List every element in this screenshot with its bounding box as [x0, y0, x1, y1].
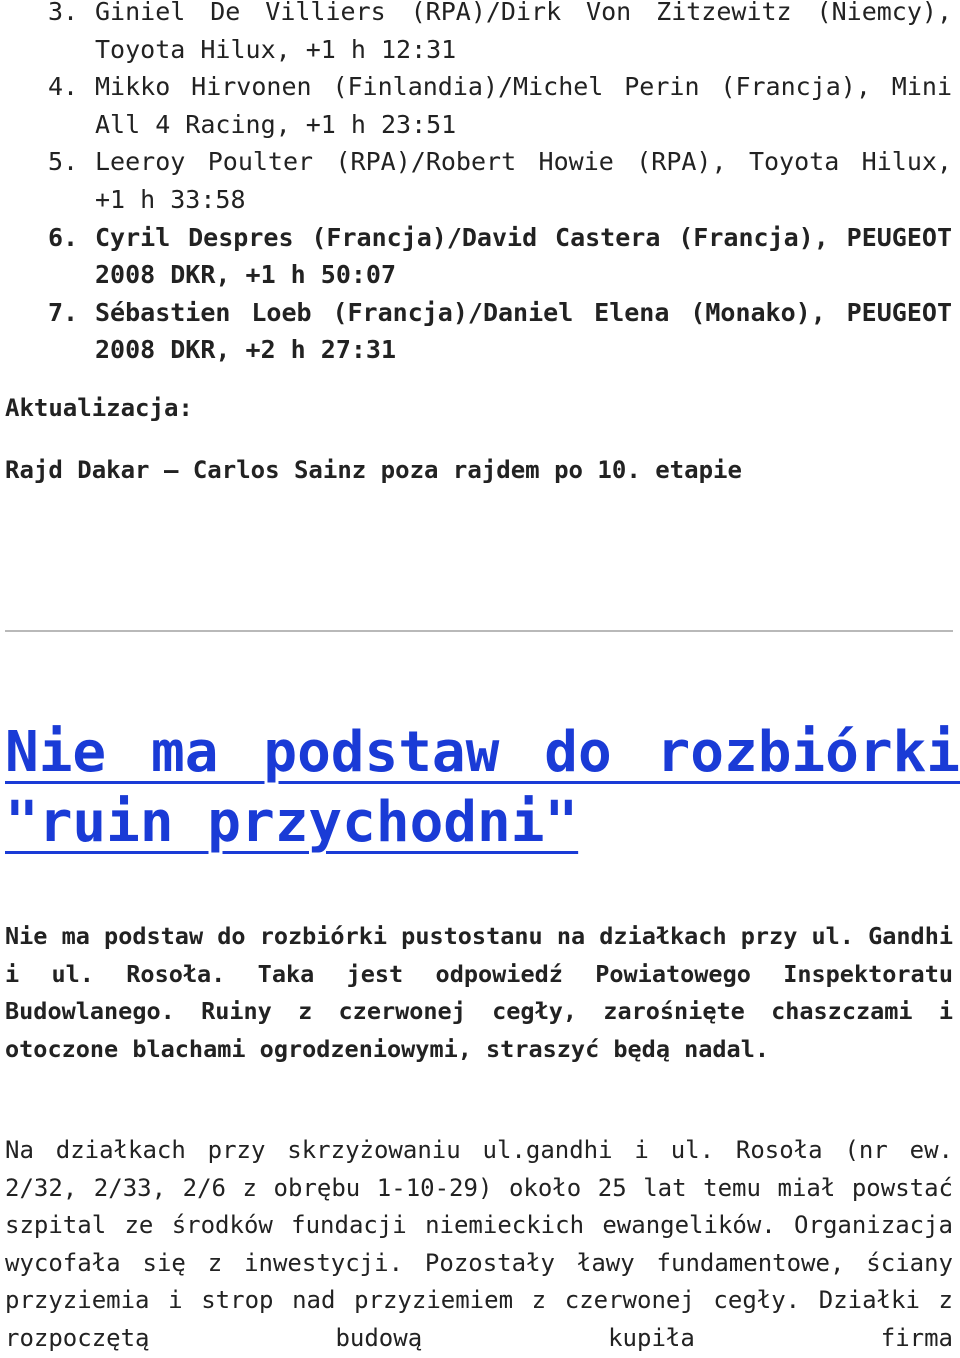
result-item — [0, 219, 960, 294]
article-title-link[interactable]: Nie ma podstaw do rozbiórki "ruin przychodni" — [5, 720, 960, 855]
result-text: Cyril Despres (Francja)/David Castera (Francja), PEUGEOT 2008 DKR, +1 h 50:07 — [95, 222, 952, 290]
results-list — [0, 0, 960, 369]
result-item — [0, 143, 960, 218]
section-divider — [5, 630, 953, 632]
article-lead: Nie ma podstaw do rozbiórki pustostanu na działkach przy ul. Gandhi i ul. Rosoła. Taka jest odpowiedź Powiatowego Inspektoratu Budowlanego. Ruiny z czerwonej cegły, zarośnięte chaszczami i otoczone blachami ogrodzeniowymi, straszyć będą nadal. — [5, 922, 953, 1063]
result-item — [0, 0, 960, 68]
result-number: 5. — [48, 147, 79, 177]
result-text: Giniel De Villiers (RPA)/Dirk Von Zitzewitz (Niemcy), Toyota Hilux, +1 h 12:31 — [95, 0, 952, 64]
result-text: Mikko Hirvonen (Finlandia)/Michel Perin (Francja), Mini All 4 Racing, +1 h 23:51 — [95, 72, 952, 139]
article-body: Na działkach przy skrzyżowaniu ul.gandhi i ul. Rosoła (nr ew. 2/32, 2/33, 2/6 z obrębu 1-10-29) około 25 lat temu miał powstać szpital ze środków fundacji niemieckich ewangelików. Organizacja wycofała się z inwestycji. Pozostały ławy fundamentowe, ściany przyziemia i strop nad przyziemiem z czerwonej cegły. Działki z rozpoczętą budową kupiła firma — [5, 1136, 953, 1352]
result-text: Leeroy Poulter (RPA)/Robert Howie (RPA), Toyota Hilux, +1 h 33:58 — [95, 147, 952, 214]
result-number: 7. — [48, 297, 79, 327]
result-number: 3. — [48, 0, 79, 26]
result-text: Sébastien Loeb (Francja)/Daniel Elena (Monako), PEUGEOT 2008 DKR, +2 h 27:31 — [95, 297, 952, 365]
result-number: 4. — [48, 72, 79, 102]
result-number: 6. — [48, 222, 79, 252]
result-item — [0, 68, 960, 143]
update-label: Aktualizacja: — [5, 394, 193, 422]
result-item — [0, 294, 960, 369]
update-article-link[interactable]: Rajd Dakar – Carlos Sainz poza rajdem po 10. etapie — [5, 456, 742, 484]
